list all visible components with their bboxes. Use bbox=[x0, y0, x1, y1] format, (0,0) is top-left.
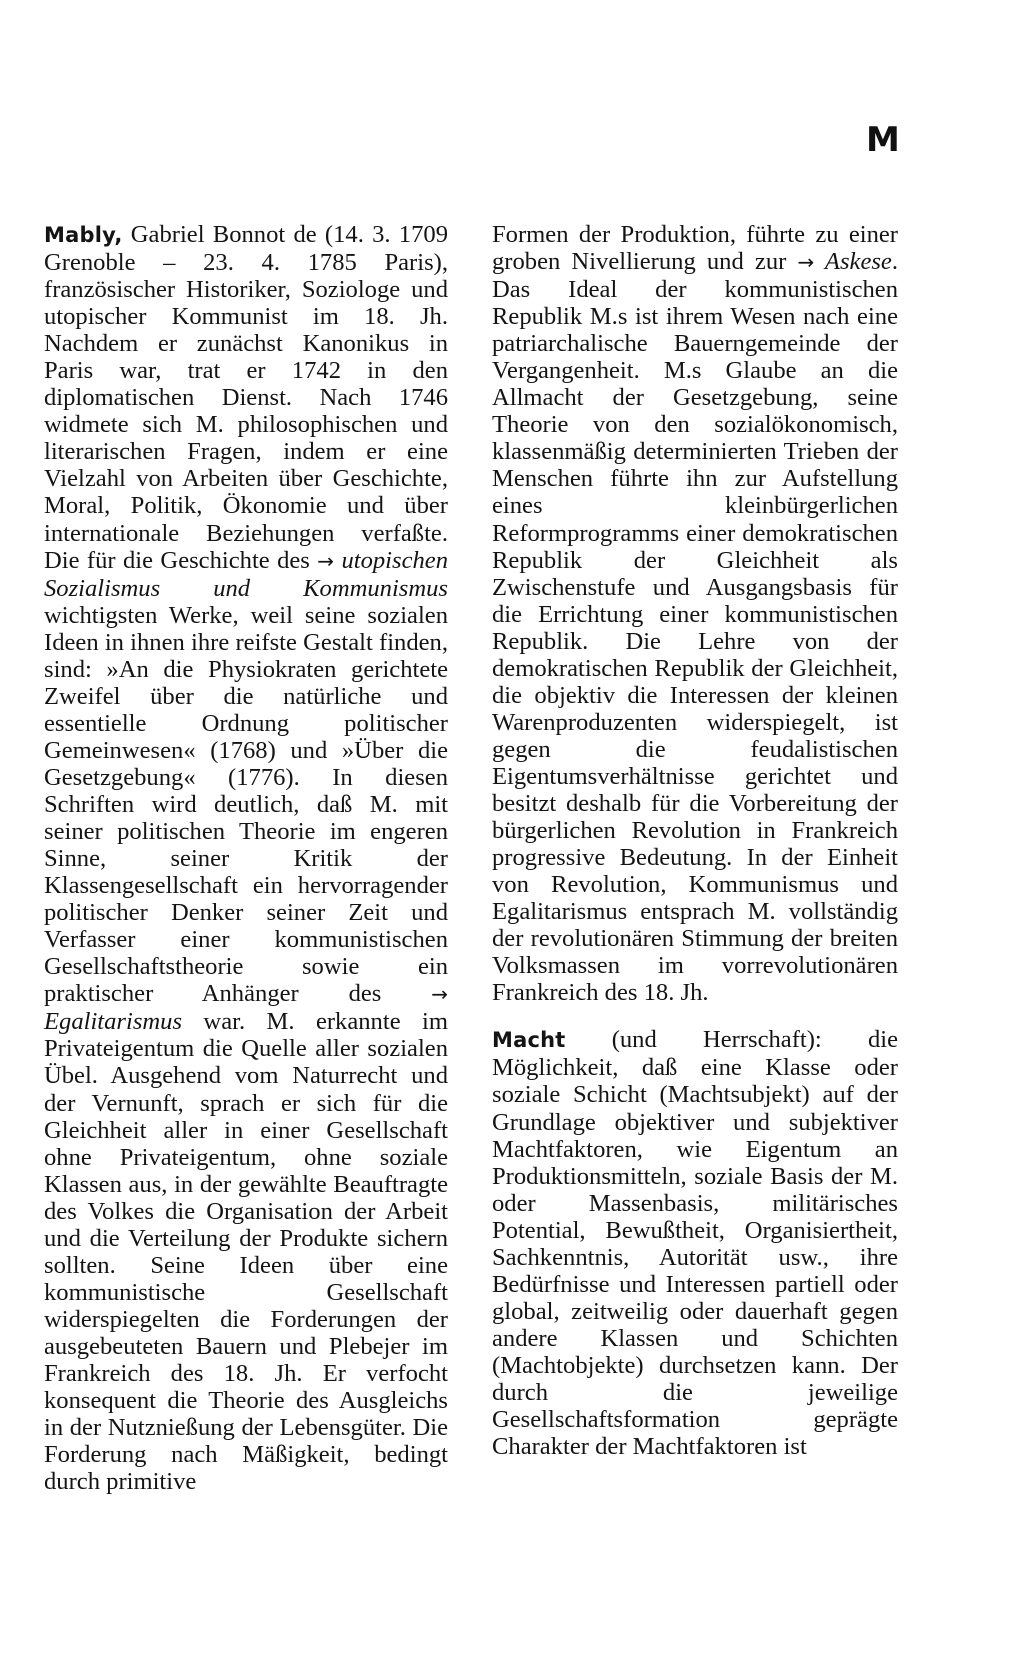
entry-text bbox=[492, 1026, 898, 1460]
text-run: Formen der Produktion, führte zu einer groben Nivellierung und zur bbox=[492, 221, 898, 276]
cross-reference-arrow-icon: → bbox=[797, 250, 815, 275]
text-run: wichtigsten Werke, weil seine sozialen Ideen in ihnen ihre reifste Gestalt finden, sind: »An die Physiokraten gerichtete Zweifel über die natürliche und essentielle Ordnung politischer Gemeinwesen« (1768) und »Über die Gesetzgebung« (1776). In diesen Schriften wird deutlich, daß M. mit seiner politischen Theorie im engeren Sinne, seiner Kritik der Klassengesellschaft ein hervorragender politischer Denker seiner Zeit und Verfasser einer kommunistischen Gesellschaftstheorie sowie ein praktischer Anhänger des bbox=[44, 601, 448, 1008]
entry-mably-continued bbox=[492, 221, 898, 1006]
headword-mably: Mably, bbox=[44, 223, 123, 247]
cross-reference-term: Askese bbox=[814, 248, 892, 276]
cross-reference-term: utopischen Sozialismus und Kommunismus bbox=[44, 546, 449, 602]
text-run: war. M. erkannte im Privateigentum die Quelle aller sozialen Übel. Ausgehend vom Naturrecht und der Vernunft, sprach er sich für die Gleichheit aller in einer Gesellschaft ohne Privateigentum, ohne soziale Klassen aus, in der gewählte Beauftragte des Volkes die Organisation der Arbeit und die Verteilung der Produkte sichern sollten. Seine Ideen über eine kommunistische Gesellschaft widerspiegelten die Forderungen der ausgebeuteten Bauern und Plebejer im Frankreich des 18. Jh. Er verfocht konsequent die Theorie des Ausgleichs in der Nutznießung der Lebensgüter. Die Forderung nach Mäßigkeit, bedingt durch primitive bbox=[44, 1008, 448, 1496]
entry-macht bbox=[492, 1026, 898, 1460]
entry-text bbox=[492, 221, 898, 1006]
cross-reference-term: Egalitarismus bbox=[44, 1008, 183, 1036]
section-letter: M bbox=[866, 120, 899, 160]
headword-macht: Macht bbox=[492, 1028, 566, 1053]
text-run: . Das Ideal der kommunistischen Republik M.s ist ihrem Wesen nach eine patriarchalische Bauerngemeinde der Vergangenheit. M.s Glaube an die Allmacht der Gesetzgebung, seine Theorie von den sozialökonomisch, klassenmäßig determinierten Trieben der Menschen führte ihn zur Aufstellung eines kleinbürgerlichen Reformprogramms einer demokratischen Republik der Gleichheit als Zwischenstufe und Ausgangsbasis für die Errichtung einer kommunistischen Republik. Die Lehre von der demokratischen Republik der Gleichheit, die objektiv die Interessen der kleinen Warenproduzenten widerspiegelt, ist gegen die feudalistischen Eigentumsverhältnisse gerichtet und besitzt deshalb für die Vorbereitung der bürgerlichen Revolution in Frankreich progressive Bedeutung. In der Einheit von Revolution, Kommunismus und Egalitarismus entsprach M. vollständig der revolutionären Stimmung der breiten Volksmassen im vorrevolutionären Frankreich des 18. Jh. bbox=[492, 248, 899, 1007]
left-column bbox=[44, 221, 448, 1495]
cross-reference-arrow-icon: → bbox=[431, 982, 448, 1007]
text-run: Gabriel Bonnot de (14. 3. 1709 Grenoble – 23. 4. 1785 Paris), französischer Historiker, Soziologe und utopischer Kommunist im 18. Jh. Nachdem er zunächst Kanonikus in Paris war, trat er 1742 in den diplomatischen Dienst. Nach 1746 widmete sich M. philosophischen und literarischen Fragen, indem er eine Vielzahl von Arbeiten über Geschichte, Moral, Politik, Ökonomie und über internationale Beziehungen verfaßte. Die für die Geschichte des bbox=[44, 221, 448, 574]
right-column bbox=[492, 221, 898, 1460]
entry-text bbox=[44, 221, 448, 1495]
entry-mably bbox=[44, 221, 448, 1495]
text-run: (und Herrschaft): die Möglichkeit, daß eine Klasse oder soziale Schicht (Machtsubjekt) auf der Grundlage objektiver und subjektiver Machtfaktoren, wie Eigentum an Produktionsmitteln, soziale Basis der M. oder Massenbasis, militärisches Potential, Bewußtheit, Organisiertheit, Sachkenntnis, Autorität usw., ihre Bedürfnisse und Interessen partiell oder global, zeitweilig oder dauerhaft gegen andere Klassen und Schichten (Machtobjekte) durchsetzen kann. Der durch die jeweilige Gesellschaftsformation geprägte Charakter der Machtfaktoren ist bbox=[492, 1026, 898, 1461]
cross-reference-arrow-icon: → bbox=[317, 548, 335, 573]
